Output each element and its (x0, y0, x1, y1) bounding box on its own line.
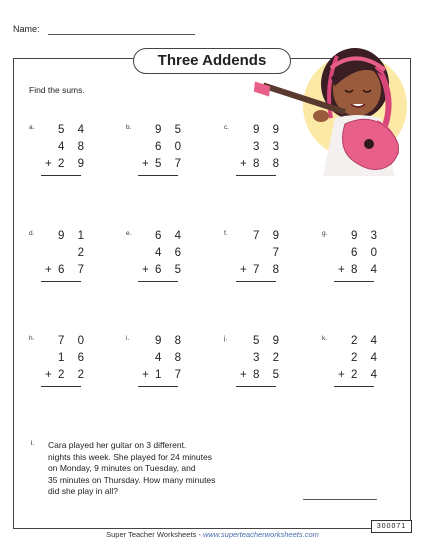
page-title: Three Addends (133, 48, 291, 74)
sum-line[interactable] (41, 281, 81, 282)
problem (224, 335, 294, 401)
word-problem-label: l. (31, 440, 35, 447)
problem-label: f. (224, 230, 228, 237)
sum-line[interactable] (41, 175, 81, 176)
addend-1: 7 9 (253, 230, 284, 242)
footer-brand: Super Teacher Worksheets (106, 530, 197, 539)
plus-sign: + (338, 369, 345, 381)
problem (126, 230, 196, 296)
addend-2: 4 6 (155, 247, 186, 259)
addend-3: 5 7 (155, 158, 186, 170)
addend-3: 6 7 (58, 264, 89, 276)
problem (224, 230, 294, 296)
addend-3: 8 4 (351, 264, 382, 276)
answer-line[interactable] (303, 499, 377, 500)
problem-label: j. (224, 335, 228, 342)
addend-3: 2 4 (351, 369, 382, 381)
addend-3: 1 7 (155, 369, 186, 381)
addend-3: 2 2 (58, 369, 89, 381)
addend-3: 8 5 (253, 369, 284, 381)
problem (322, 230, 392, 296)
problem (224, 124, 294, 190)
hand (313, 110, 329, 122)
addend-2: 3 2 (253, 352, 284, 364)
addend-2: 6 0 (155, 141, 186, 153)
problem-label: d. (29, 230, 35, 237)
addend-2: 2 (77, 247, 89, 259)
addend-3: 2 9 (58, 158, 89, 170)
plus-sign: + (45, 369, 52, 381)
plus-sign: + (142, 158, 149, 170)
sum-line[interactable] (41, 386, 81, 387)
sum-line[interactable] (236, 386, 276, 387)
addend-1: 5 9 (253, 335, 284, 347)
addend-3: 7 8 (253, 264, 284, 276)
addend-1: 2 4 (351, 335, 382, 347)
addend-2: 7 (272, 247, 284, 259)
problem-label: b. (126, 124, 132, 131)
problem (29, 230, 99, 296)
worksheet-code: 300071 (371, 520, 412, 533)
addend-2: 2 4 (351, 352, 382, 364)
addend-2: 6 0 (351, 247, 382, 259)
problem (126, 335, 196, 401)
plus-sign: + (142, 264, 149, 276)
problem-label: h. (29, 335, 35, 342)
plus-sign: + (338, 264, 345, 276)
addend-3: 8 8 (253, 158, 284, 170)
addend-2: 4 8 (58, 141, 89, 153)
plus-sign: + (240, 264, 247, 276)
problem-label: g. (322, 230, 328, 237)
plus-sign: + (45, 264, 52, 276)
name-label: Name: (13, 24, 40, 34)
addend-1: 9 3 (351, 230, 382, 242)
problem-label: k. (322, 335, 328, 342)
problem-label: e. (126, 230, 132, 237)
addend-1: 9 1 (58, 230, 89, 242)
sum-line[interactable] (138, 281, 178, 282)
sum-line[interactable] (334, 281, 374, 282)
footer (0, 530, 425, 539)
addend-1: 5 4 (58, 124, 89, 136)
problem (322, 335, 392, 401)
problem-label: i. (126, 335, 130, 342)
word-problem-text: Cara played her guitar on 3 different. nights this week. She played for 24 minutes on Monday, 9 minutes on Tuesday, and 35 minutes on Thursday. How many minutes did she play in all? (48, 440, 216, 496)
addend-2: 4 8 (155, 352, 186, 364)
problem-label: a. (29, 124, 35, 131)
addend-1: 7 0 (58, 335, 89, 347)
plus-sign: + (240, 158, 247, 170)
name-line[interactable] (48, 34, 195, 35)
problem (29, 335, 99, 401)
sum-line[interactable] (138, 175, 178, 176)
addend-3: 6 5 (155, 264, 186, 276)
problem (29, 124, 99, 190)
addend-1: 6 4 (155, 230, 186, 242)
plus-sign: + (240, 369, 247, 381)
instructions: Find the sums. (29, 85, 85, 95)
problem-label: c. (224, 124, 230, 131)
sum-line[interactable] (138, 386, 178, 387)
sum-line[interactable] (236, 281, 276, 282)
footer-separator: - (196, 530, 203, 539)
problem (126, 124, 196, 190)
sum-line[interactable] (334, 386, 374, 387)
sum-line[interactable] (236, 175, 276, 176)
addend-2: 1 6 (58, 352, 89, 364)
addend-1: 9 8 (155, 335, 186, 347)
footer-url[interactable]: www.superteacherworksheets.com (202, 530, 319, 539)
addend-1: 9 9 (253, 124, 284, 136)
guitar-pickup (364, 139, 374, 149)
addend-1: 9 5 (155, 124, 186, 136)
plus-sign: + (142, 369, 149, 381)
plus-sign: + (45, 158, 52, 170)
guitar-head (252, 81, 272, 96)
addend-2: 3 3 (253, 141, 284, 153)
